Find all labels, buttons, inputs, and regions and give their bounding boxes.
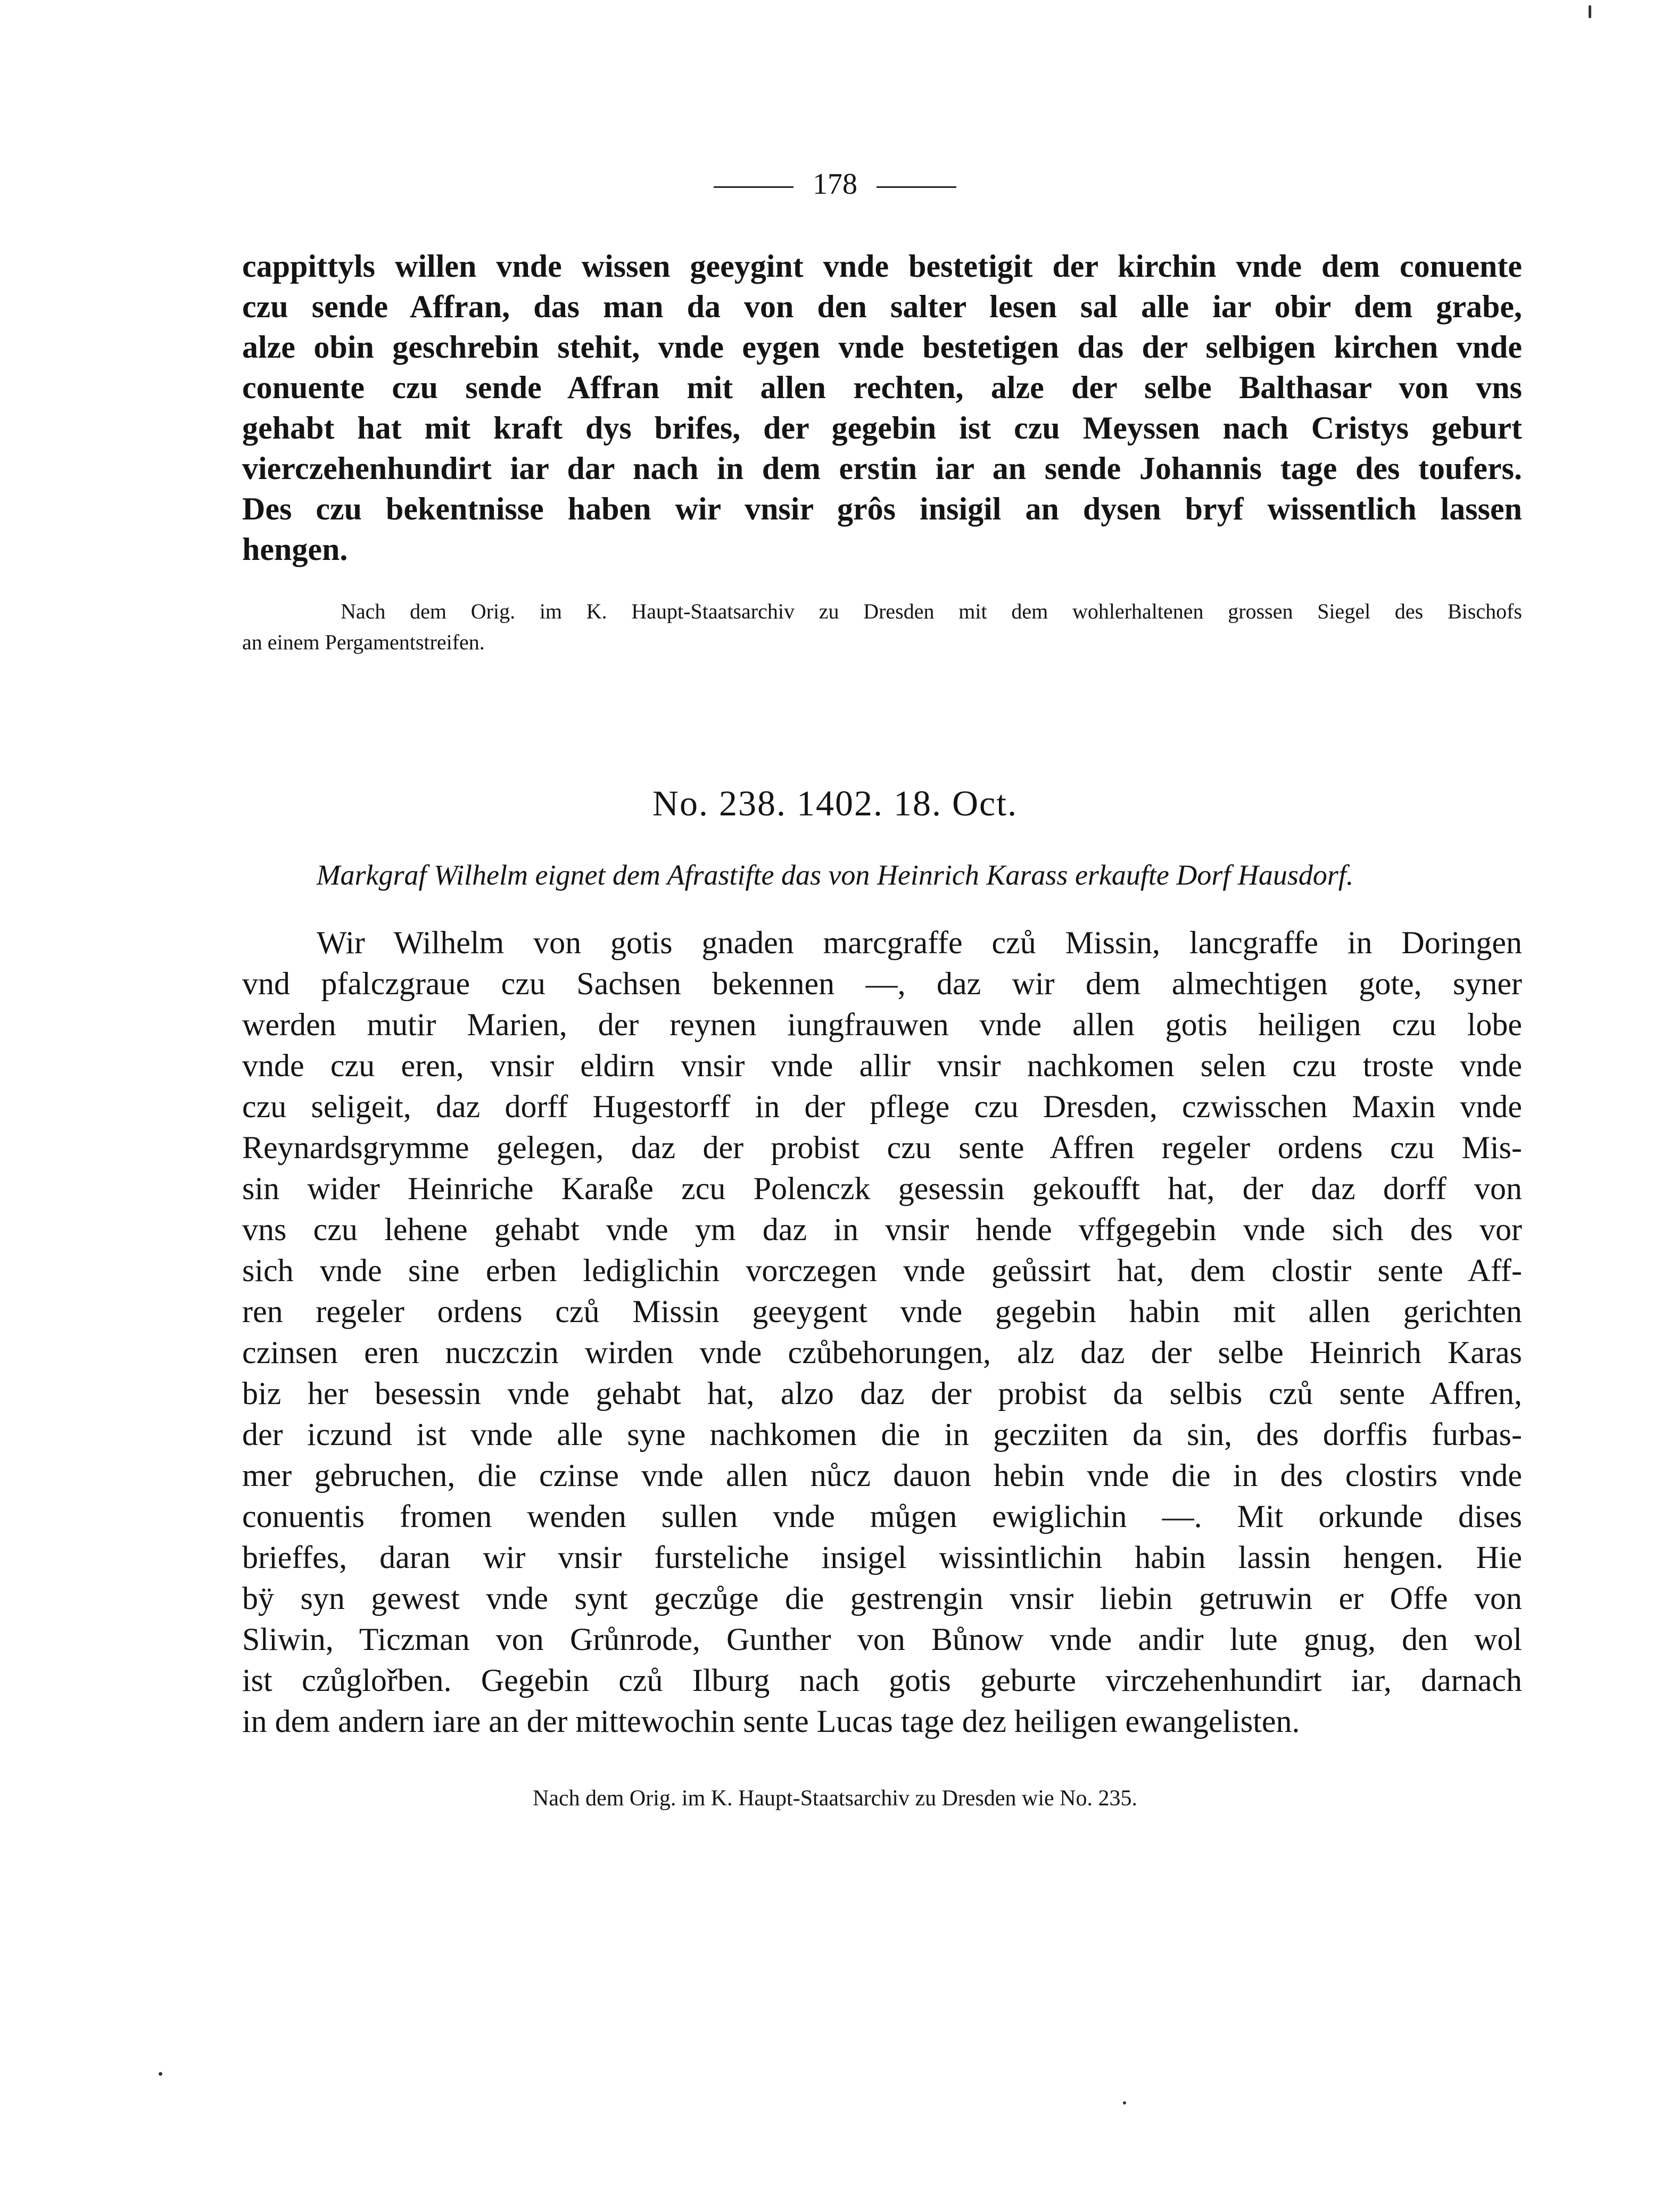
scan-mark <box>1589 5 1591 18</box>
text-line: czinsen eren nuczczin wirden vnde czůbehorungen, alz daz der selbe Heinrich Karas <box>242 1335 1522 1370</box>
header-rule-right <box>877 186 956 188</box>
page-number: 178 <box>813 168 857 201</box>
scan-speck <box>159 2072 162 2076</box>
text-line: werden mutir Marien, der reynen iungfrauwen vnde allen gotis heiligen czu lobe <box>242 1007 1522 1042</box>
text-line: ren regeler ordens czů Missin geeygent vnde gegebin habin mit allen gerichten <box>242 1294 1522 1329</box>
scan-speck <box>1123 2101 1126 2104</box>
text-line: vnd pfalczgraue czu Sachsen bekennen —, daz wir dem almechtigen gote, syner <box>242 966 1522 1001</box>
text-line: vnde czu eren, vnsir eldirn vnsir vnde allir vnsir nachkomen selen czu troste vnde <box>242 1048 1522 1083</box>
text-line: in dem andern iare an der mittewochin sente Lucas tage dez heiligen ewangelisten. <box>242 1704 1300 1739</box>
text-line: Sliwin, Ticzman von Grůnrode, Gunther von Bůnow vnde andir lute gnug, den wol <box>242 1622 1522 1657</box>
document-heading: No. 238. 1402. 18. Oct. <box>652 783 1018 823</box>
page-header <box>0 169 1670 199</box>
text-line: conuente czu sende Affran mit allen rechten, alze der selbe Balthasar von vns <box>242 370 1522 405</box>
text-line: Wir Wilhelm von gotis gnaden marcgraffe czů Missin, lancgraffe in Doringen <box>317 925 1522 960</box>
text-line: alze obin geschrebin stehit, vnde eygen vnde bestetigen das der selbigen kirchen vnde <box>242 329 1522 365</box>
header-rule-left <box>714 186 793 188</box>
text-line: mer gebruchen, die czinse vnde allen nůcz dauon hebin vnde die in des clostirs vnde <box>242 1458 1522 1493</box>
source-note: Nach dem Orig. im K. Haupt-Staatsarchiv zu Dresden wie No. 235. <box>532 1786 1138 1811</box>
text-line: biz her besessin vnde gehabt hat, alzo daz der probist da selbis czů sente Affren, <box>242 1376 1522 1411</box>
text-line: conuentis fromen wenden sullen vnde můgen ewiglichin —. Mit orkunde dises <box>242 1499 1522 1534</box>
document-title: Markgraf Wilhelm eignet dem Afrastifte das von Heinrich Karass erkaufte Dorf Hausdorf. <box>316 859 1354 891</box>
text-line: sin wider Heinriche Karaße zcu Polenczk gesessin gekoufft hat, der daz dorff von <box>242 1171 1522 1206</box>
text-line: gehabt hat mit kraft dys brifes, der gegebin ist czu Meyssen nach Cristys geburt <box>242 410 1522 445</box>
text-line: brieffes, daran wir vnsir fursteliche insigel wissintlichin habin lassin hengen. Hie <box>242 1540 1522 1575</box>
text-line: der iczund ist vnde alle syne nachkomen die in gecziiten da sin, des dorffis furbas- <box>242 1417 1522 1452</box>
text-line: cappittyls willen vnde wissen geeygint vnde bestetigit der kirchin vnde dem conuente <box>242 249 1522 284</box>
text-line: Des czu bekentnisse haben wir vnsir grôs insigil an dysen bryf wissentlich lassen <box>242 491 1522 526</box>
note-line: an einem Pergamentstreifen. <box>242 630 485 654</box>
text-line: vns czu lehene gehabt vnde ym daz in vnsir hende vffgegebin vnde sich des vor <box>242 1212 1522 1247</box>
text-line: Reynardsgrymme gelegen, daz der probist czu sente Affren regeler ordens czu Mis- <box>242 1130 1522 1165</box>
text-line: sich vnde sine erben lediglichin vorczegen vnde geůssirt hat, dem clostir sente Aff- <box>242 1253 1522 1288</box>
text-line: hengen. <box>242 532 348 567</box>
text-line: vierczehenhundirt iar dar nach in dem erstin iar an sende Johannis tage des toufers. <box>242 451 1522 486</box>
text-line: ist czůglořben. Gegebin czů Ilburg nach gotis geburte virczehenhundirt iar, darnach <box>242 1663 1522 1698</box>
text-line: czu sende Affran, das man da von den salter lesen sal alle iar obir dem grabe, <box>242 289 1522 324</box>
note-line: Nach dem Orig. im K. Haupt-Staatsarchiv zu Dresden mit dem wohlerhaltenen grossen Siegel des Bischofs <box>341 599 1522 623</box>
text-line: czu seligeit, daz dorff Hugestorff in der pflege czu Dresden, czwisschen Maxin vnde <box>242 1089 1522 1124</box>
text-line: bÿ syn gewest vnde synt geczůge die gestrengin vnsir liebin getruwin er Offe von <box>242 1581 1522 1616</box>
